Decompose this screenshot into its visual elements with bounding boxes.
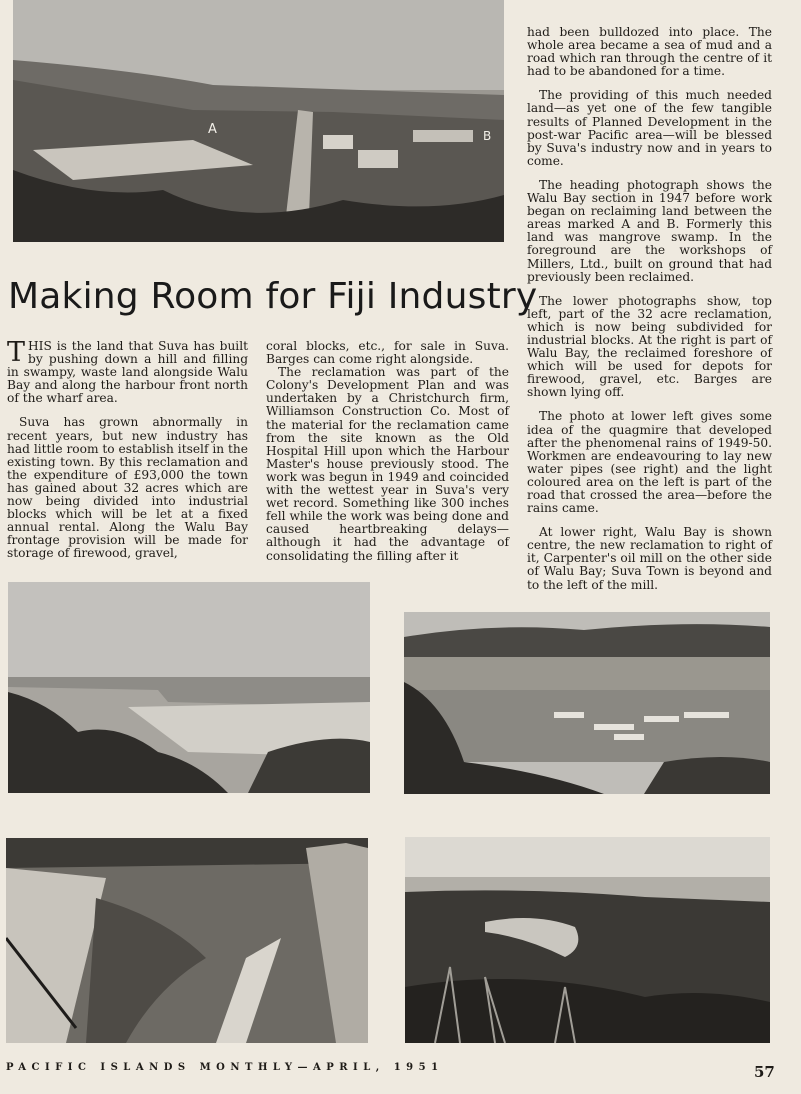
photo-walu-bay-barges xyxy=(404,612,770,794)
col1-paragraph-2: Suva has grown abnormally in recent years, but new industry has had little room to establish itself in the existing town. By this reclamation and the expenditure of £93,000 the town has gained about 32 acres which are now being divided into industrial blocks which will be let at a fixed annual rental. Along the Walu Bay frontage provision will be made for storage of firewood, gravel, xyxy=(7,415,248,561)
page-number: 57 xyxy=(754,1063,775,1081)
text-column-1 xyxy=(7,337,248,572)
mark-b: B xyxy=(483,129,492,143)
mark-a: A xyxy=(208,122,217,137)
header-photo-walu-bay-1947 xyxy=(13,0,504,242)
col2-paragraph-2: The reclamation was part of the Colony's Development Plan and was undertaken by a Christchurch firm, Williamson Construction Co. Most of the material for the reclamation came from the site known as the Old Hospital Hill upon which the Harbour Master's house previously stood. The work was begun in 1949 and coincided with the wettest year in Suva's very wet record. Something like 300 inches fell while the work was being done and caused heartbreaking delays—although it had the advantage of consolidating the filling after it xyxy=(266,365,509,563)
text-column-3 xyxy=(527,26,772,603)
masthead-footer: PACIFIC ISLANDS MONTHLY—APRIL, 1951 xyxy=(6,1062,444,1073)
article-title: Making Room for Fiji Industry xyxy=(8,276,538,317)
text-column-2 xyxy=(266,340,509,574)
drop-cap: T xyxy=(7,337,26,368)
col1-paragraph-1: HIS is the land that Suva has built by pushing down a hill and filling in swampy, waste land alongside Walu Bay and along the harbour front north of the wharf area. xyxy=(7,339,248,406)
photo-walu-bay-new-reclamation xyxy=(405,837,770,1043)
col3-paragraph-4: The lower photographs show, top left, part of the 32 acre reclamation, which is now being subdivided for industrial blocks. At the right is part of Walu Bay, the reclaimed foreshore of which will be used for depots for firewood, gravel, etc. Barges are shown lying off. xyxy=(527,293,772,400)
col3-paragraph-5: The photo at lower left gives some idea of the quagmire that developed after the phenomenal rains of 1949-50. Workmen are endeavouring to lay new water pipes (see right) and the light coloured area on the left is part of the road that crossed the area—before the rains came. xyxy=(527,409,772,516)
col3-paragraph-1: had been bulldozed into place. The whole area became a sea of mud and a road which ran through the centre of it had to be abandoned for a time. xyxy=(527,25,772,79)
col3-paragraph-6: At lower right, Walu Bay is shown centre, the new reclamation to right of it, Carpenter's oil mill on the other side of Walu Bay; Suva Town is beyond and to the left of the mill. xyxy=(527,525,772,592)
photo-quagmire-water-pipes xyxy=(6,838,368,1043)
photo-reclamation-top-left xyxy=(8,582,370,793)
col3-paragraph-2: The providing of this much needed land—as yet one of the few tangible results of Planned Development in the post-war Pacific area—will be blessed by Suva's industry now and in years to come. xyxy=(527,88,772,168)
col3-paragraph-3: The heading photograph shows the Walu Bay section in 1947 before work began on reclaiming land between the areas marked A and B. Formerly this land was mangrove swamp. In the foreground are the workshops of Millers, Ltd., built on ground that had previously been reclaimed. xyxy=(527,177,772,284)
col2-paragraph-1: coral blocks, etc., for sale in Suva. Barges can come right alongside. xyxy=(266,339,509,367)
